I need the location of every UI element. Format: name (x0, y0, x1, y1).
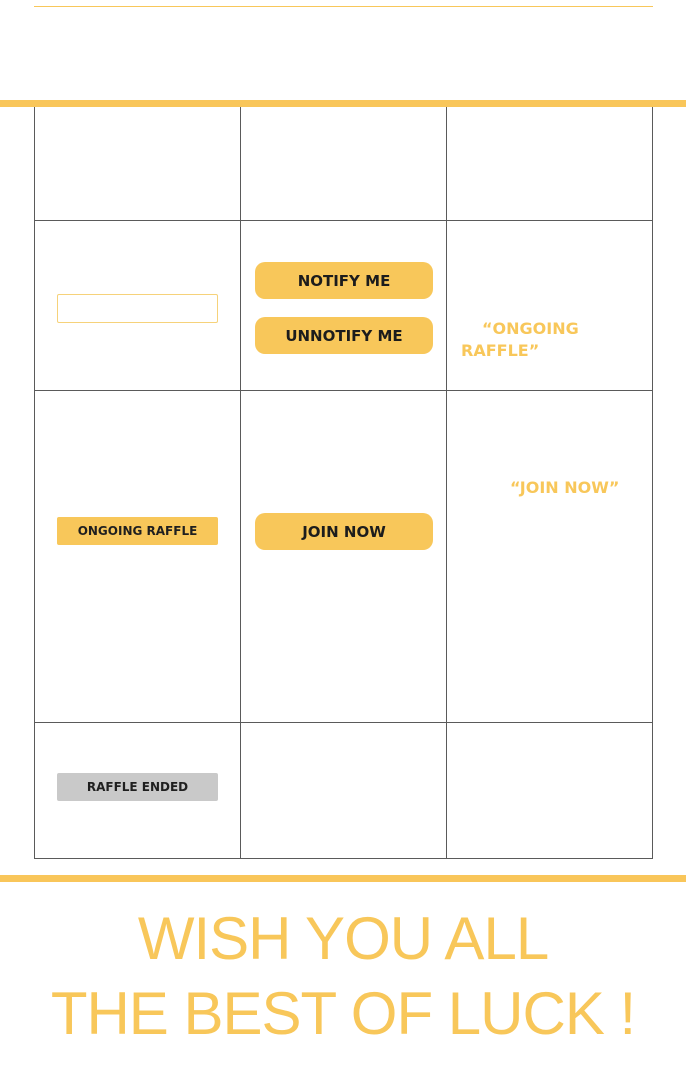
top-divider (34, 6, 653, 7)
table-bottom-accent-bar (0, 875, 686, 882)
status-badge-ongoing: ONGOING RAFFLE (57, 517, 218, 545)
ongoing-raffle-note-line1: “ONGOING (482, 319, 579, 338)
table-row-divider-3 (34, 722, 653, 723)
join-now-note: “JOIN NOW” (510, 478, 620, 497)
closing-message-line1: WISH YOU ALL (137, 905, 549, 972)
table-row-divider-2 (34, 390, 653, 391)
table-top-accent-bar (0, 100, 686, 107)
status-badge-upcoming (57, 294, 218, 323)
status-badge-ended: RAFFLE ENDED (57, 773, 218, 801)
table-row-divider-1 (34, 220, 653, 221)
ongoing-raffle-note (461, 318, 579, 362)
notify-me-button[interactable]: NOTIFY ME (255, 262, 433, 299)
join-now-button[interactable]: JOIN NOW (255, 513, 433, 550)
closing-message-line2: THE BEST OF LUCK ! (50, 980, 636, 1047)
unnotify-me-button[interactable]: UNNOTIFY ME (255, 317, 433, 354)
table-border-bottom (34, 858, 653, 859)
ongoing-raffle-note-line2: RAFFLE” (461, 341, 540, 360)
